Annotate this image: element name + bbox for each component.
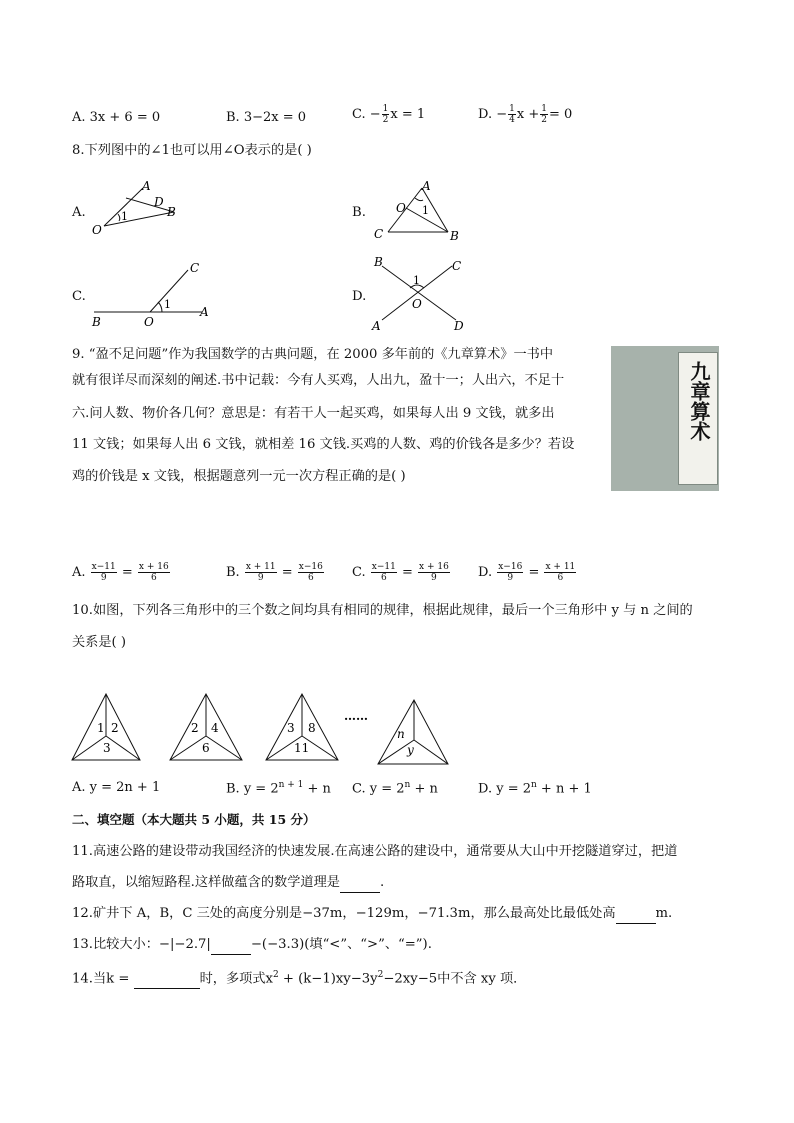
svg-text:C: C — [190, 261, 200, 275]
triangle-1 — [72, 694, 140, 760]
q14: 14.当k = 时，多项式$x^2 + (k-1)xy-3y^2-2xy-5$中不含 xy 项． — [72, 965, 526, 989]
triangle-3 — [266, 694, 338, 760]
triangle-4 — [378, 700, 448, 764]
svg-text:O: O — [92, 223, 102, 237]
svg-text:3: 3 — [103, 741, 111, 755]
q13: 13.比较大小：−|−2.7| −(−3.3)(填“<”、“>”、“=”). — [72, 934, 432, 955]
svg-text:D: D — [154, 195, 164, 209]
svg-text:B: B — [92, 315, 101, 326]
q8-label-d: D. — [352, 289, 367, 304]
svg-text:B: B — [374, 255, 383, 269]
q9-line3: 六.问人数、物价各几何？意思是：有若干人一起买鸡，如果每人出 9 文钱，就多出 — [72, 406, 555, 421]
svg-text:C: C — [452, 259, 462, 273]
svg-text:B: B — [167, 205, 176, 219]
svg-text:A: A — [200, 305, 209, 319]
q11-line2: 路取直，以缩短路程.这样做蕴含的数学道理是 . — [72, 872, 384, 893]
q7-option-a: A. 3x + 6 = 0 — [72, 110, 161, 125]
q10-option-a: A. y = 2n + 1 — [72, 780, 161, 795]
q8-figure-b — [368, 176, 468, 246]
q10-option-b: B. $y = 2^{n + 1} + n$ — [226, 780, 331, 797]
q12: 12.矿井下 A，B，C 三处的高度分别是−37m，−129m，−71.3m，那么最高处比最低处高 m. — [72, 903, 672, 924]
q9-line5: 鸡的价钱是 x 文钱，根据题意列一元一次方程正确的是( ) — [72, 469, 406, 484]
q8-stem: 8.下列图中的∠1也可以用∠O表示的是( ) — [72, 143, 312, 158]
dots: …… — [344, 709, 368, 723]
svg-text:A: A — [422, 179, 431, 193]
q9-option-d: D. $\frac{x-16}{9}$ = $\frac{x + 11}{6}$ — [478, 562, 576, 583]
svg-text:O: O — [396, 201, 406, 215]
svg-text:A: A — [372, 319, 381, 332]
q9-line4: 11 文钱；如果每人出 6 文钱，就相差 16 文钱.买鸡的人数、鸡的价钱各是多少？若设 — [72, 437, 575, 452]
svg-text:O: O — [144, 315, 154, 326]
svg-text:6: 6 — [202, 741, 210, 755]
svg-text:y: y — [407, 743, 414, 757]
q11-answer-blank[interactable] — [340, 892, 380, 893]
section-heading: 二、填空题（本大题共 5 小题，共 15 分） — [72, 812, 316, 827]
svg-text:D: D — [454, 319, 464, 332]
book-title: 九章算术 — [687, 361, 711, 441]
q12-answer-blank[interactable] — [616, 923, 656, 924]
svg-text:3: 3 — [287, 721, 295, 735]
svg-text:O: O — [412, 297, 422, 311]
q8-figure-a — [88, 176, 198, 238]
q8-figure-c — [88, 256, 228, 326]
svg-text:2: 2 — [191, 721, 199, 735]
svg-text:n: n — [397, 727, 405, 741]
q7-option-d: D. − $\frac{1}{4}$ x + $\frac{1}{2}$ = 0 — [478, 104, 573, 125]
q8-label-c: C. — [72, 289, 86, 304]
svg-text:C: C — [374, 227, 384, 241]
q8-label-a: A. — [72, 205, 86, 220]
svg-text:11: 11 — [294, 741, 310, 755]
q7-option-c: C. − $\frac{1}{2}$ x = 1 — [352, 104, 426, 125]
q8-figure-d — [368, 254, 478, 332]
svg-text:1: 1 — [164, 298, 171, 311]
q9-option-a: A. $\frac{x-11}{9}$ = $\frac{x + 16}{6}$ — [72, 562, 169, 583]
q9-option-b: B. $\frac{x + 11}{9}$ = $\frac{x-16}{6}$ — [226, 562, 323, 583]
book-title-label — [678, 352, 718, 485]
svg-text:A: A — [142, 179, 151, 193]
svg-text:1: 1 — [413, 274, 420, 287]
q10-line2: 关系是( ) — [72, 635, 127, 650]
q10-line1: 10.如图，下列各三角形中的三个数之间均具有相同的规律，根据此规律，最后一个三角形中 y 与 n 之间的 — [72, 603, 693, 618]
svg-text:1: 1 — [121, 210, 128, 223]
svg-text:1: 1 — [422, 204, 429, 217]
svg-text:B: B — [450, 229, 459, 243]
svg-text:8: 8 — [308, 721, 316, 735]
q10-option-c: C. $y = 2^n + n$ — [352, 780, 438, 797]
q11-line1: 11.高速公路的建设带动我国经济的快速发展.在高速公路的建设中，通常要从大山中开挖隧道穿过，把道 — [72, 844, 678, 859]
q8-label-b: B. — [352, 205, 366, 220]
svg-text:2: 2 — [111, 721, 119, 735]
q9-line1: 9. “盈不足问题”作为我国数学的古典问题，在 2000 多年前的《九章算术》一书中 — [72, 347, 554, 362]
triangle-2 — [170, 694, 242, 760]
svg-text:1: 1 — [97, 721, 105, 735]
q10-triangles-figure — [66, 690, 486, 770]
book-cover-image — [611, 346, 719, 491]
q9-line2: 就有很详尽而深刻的阐述.书中记载：今有人买鸡，人出九，盈十一；人出六，不足十 — [72, 373, 565, 388]
q14-answer-blank[interactable] — [134, 988, 200, 989]
q10-option-d: D. $y = 2^n + n + 1$ — [478, 780, 592, 797]
q9-option-c: C. $\frac{x-11}{6}$ = $\frac{x + 16}{9}$ — [352, 562, 449, 583]
svg-text:4: 4 — [211, 721, 219, 735]
q7-option-b: B. 3−2x = 0 — [226, 110, 307, 125]
q13-answer-blank[interactable] — [211, 954, 251, 955]
